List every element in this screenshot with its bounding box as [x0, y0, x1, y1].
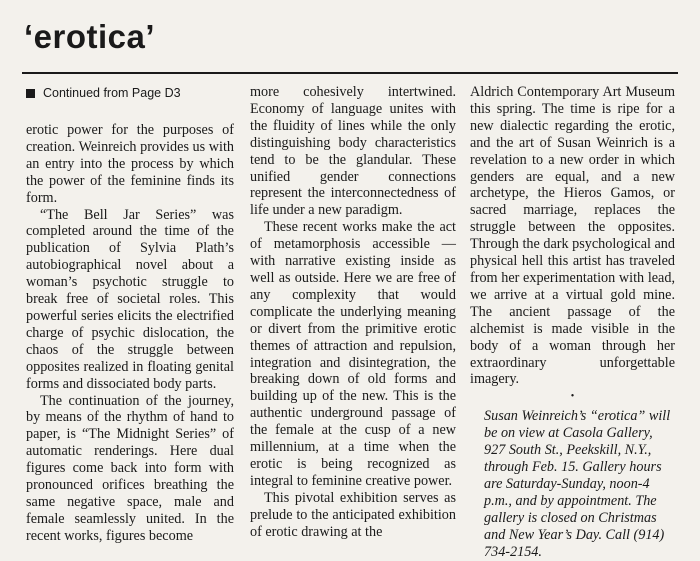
- paragraph: The continuation of the journey, by means of the rhythm of hand to paper, is “The Midnight Series” of automatic renderings. Here dual figures come back into form with pronounced orifices breathing the same negative space, male and female seamlessly united. In the recent works, figures become: [26, 392, 234, 544]
- gallery-info: Susan Weinreich’s “erotica” will be on view at Casola Gallery, 927 South St., Peekskill, N.Y., through Feb. 15. Gallery hours are Saturday-Sunday, noon-4 p.m., and by appointment. The gallery is closed on Christmas and New Year’s Day. Call (914) 734-2154.: [484, 408, 671, 561]
- headline-rule: [22, 72, 678, 74]
- paragraph: Aldrich Contemporary Art Museum this spring. The time is ripe for a new dialectic regarding the erotic, and the art of Susan Weinrich is a revelation to a new order in which genders are equal, and a new archetype, the Hieros Gamos, or sacred marriage, replaces the struggle between the opposites. Through the dark psychological and physical hell this artist has traveled from her experimentation with lead, we arrive at a virtual gold mine. The ancient passage of the alchemist is made visible in the body of a woman through her extraordinary unforgettable imagery.: [470, 84, 675, 388]
- paragraph: This pivotal exhibition serves as prelude to the anticipated exhibition of erotic drawing at the: [250, 489, 456, 540]
- section-separator: •: [570, 391, 575, 403]
- column-3: [470, 84, 675, 561]
- paragraph: These recent works make the act of metamorphosis accessible —with narrative existing inside as well as outside. Here we are free of any complexity that would complicate the underlying meaning or divert from the primitive erotic themes of attraction and repulsion, integration and disintegration, the breaking down of old forms and building up of the new. This is the authentic underground passage of the female at the cusp of a new millennium, at a time when the erotic is being recognized as integral to feminine creative power.: [250, 219, 456, 489]
- paragraph: more cohesively intertwined. Economy of language unites with the fluidity of lines while the only distinguishing body characteristics tend to be the glandular. These unified gender connections represent the interconnectedness of life under a new paradigm.: [250, 84, 456, 219]
- paragraph: “The Bell Jar Series” was completed around the time of the publication of Sylvia Plath’s autobiographical novel about a woman’s psychotic struggle to break free of societal roles. This powerful series elicits the electrified charge of psychic dislocation, the chaos of the struggle between opposites realized in floating genital forms and dissociated body parts.: [26, 206, 234, 392]
- continued-from-label: [26, 86, 234, 100]
- square-bullet-icon: [26, 89, 35, 98]
- column-1: [26, 86, 234, 542]
- headline: ‘erotica’: [24, 18, 156, 55]
- paragraph: erotic power for the purposes of creation. Weinreich provides us with an entry into the process by which the power of the feminine finds its form.: [26, 122, 234, 206]
- continued-from-text: Continued from Page D3: [43, 86, 181, 100]
- column-2: [250, 84, 456, 542]
